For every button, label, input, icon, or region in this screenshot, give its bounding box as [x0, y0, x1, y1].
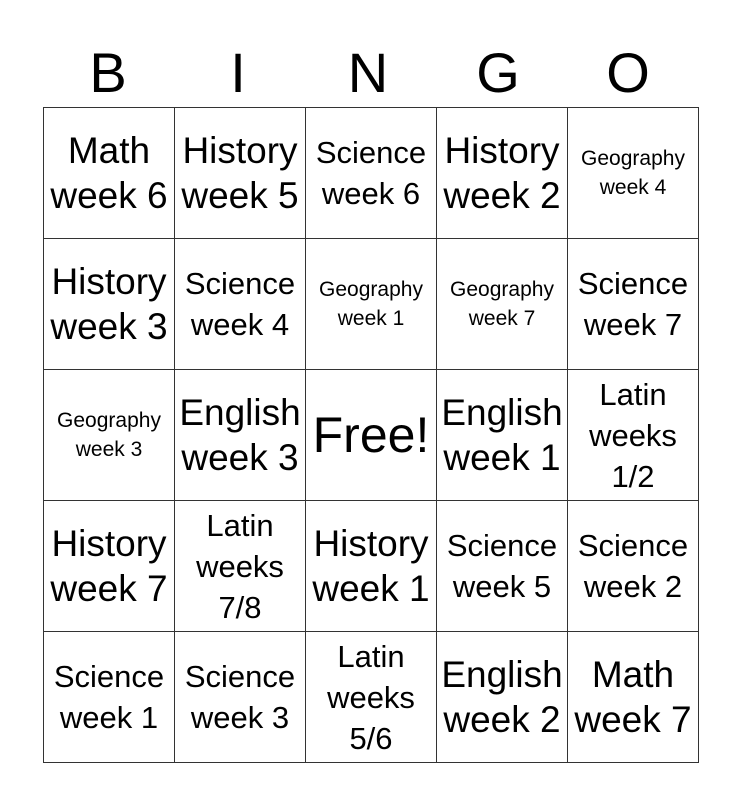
cell-content [44, 239, 174, 369]
cell-text-line: week 6 [321, 176, 421, 211]
cell-text-line: Geography [57, 409, 161, 432]
cell-text-line: week 4 [190, 307, 290, 342]
cell-content [175, 108, 305, 238]
cell-content [306, 108, 436, 238]
cell-text-line: Free! [312, 407, 430, 463]
bingo-cell[interactable] [568, 370, 699, 501]
cell-text-line: week 7 [574, 699, 692, 740]
bingo-cell[interactable] [568, 501, 699, 632]
bingo-cell[interactable] [437, 501, 568, 632]
bingo-cell[interactable] [175, 108, 306, 239]
cell-content [44, 632, 174, 762]
cell-text-line: Science [184, 266, 296, 301]
bingo-cell[interactable] [175, 239, 306, 370]
cell-content [175, 632, 305, 762]
cell-text-line: weeks [327, 679, 415, 715]
cell-text-line: week 1 [312, 568, 430, 609]
cell-text-line: Science [53, 659, 165, 694]
cell-text-line: week 7 [50, 568, 168, 609]
board-row [44, 370, 699, 501]
cell-text-line: week 2 [443, 699, 561, 740]
board-row [44, 501, 699, 632]
header-letter-b: B [89, 41, 127, 104]
cell-text-line: English [441, 392, 563, 433]
cell-content [568, 632, 698, 762]
cell-text-line: week 7 [468, 307, 536, 330]
cell-text-line: Latin [337, 638, 405, 674]
bingo-cell[interactable] [175, 632, 306, 763]
cell-content [568, 108, 698, 238]
cell-content [437, 501, 567, 631]
cell-content [306, 501, 436, 631]
cell-content [175, 239, 305, 369]
bingo-cell[interactable] [44, 501, 175, 632]
cell-text-line: Latin [206, 507, 274, 543]
bingo-cell[interactable] [437, 239, 568, 370]
cell-content [306, 632, 436, 762]
cell-text-line: English [179, 392, 301, 433]
cell-content [568, 501, 698, 631]
cell-text-line: History [313, 523, 429, 564]
bingo-cell[interactable] [44, 370, 175, 501]
cell-content [437, 239, 567, 369]
cell-text-line: History [51, 261, 167, 302]
bingo-cell[interactable] [306, 632, 437, 763]
cell-text-line: week 5 [181, 175, 299, 216]
bingo-header [43, 38, 693, 108]
bingo-cell[interactable] [568, 239, 699, 370]
cell-content [437, 108, 567, 238]
cell-text-line: English [441, 654, 563, 695]
cell-text-line: Geography [319, 278, 423, 301]
cell-text-line: week 1 [59, 700, 159, 735]
board-row [44, 239, 699, 370]
header-letter-o: O [606, 41, 650, 104]
bingo-cell[interactable] [437, 632, 568, 763]
bingo-cell[interactable] [306, 108, 437, 239]
bingo-cell[interactable] [437, 370, 568, 501]
cell-content [175, 370, 305, 500]
cell-text-line: History [444, 130, 560, 171]
cell-text-line: week 5 [452, 569, 552, 604]
cell-content [306, 239, 436, 369]
cell-content [437, 632, 567, 762]
header-letter-i: I [230, 41, 246, 104]
cell-text-line: 7/8 [218, 589, 262, 625]
bingo-cell[interactable] [568, 108, 699, 239]
cell-text-line: Science [184, 659, 296, 694]
bingo-cell[interactable] [44, 632, 175, 763]
bingo-board [43, 107, 699, 763]
cell-text-line: Math [591, 654, 675, 695]
bingo-cell[interactable] [44, 239, 175, 370]
cell-text-line: week 3 [50, 306, 168, 347]
cell-content [44, 370, 174, 500]
free-space-cell[interactable] [306, 370, 437, 501]
bingo-cell[interactable] [175, 370, 306, 501]
cell-text-line: week 6 [50, 175, 168, 216]
cell-text-line: week 1 [443, 437, 561, 478]
cell-text-line: Science [577, 266, 689, 301]
cell-content [568, 370, 698, 500]
cell-text-line: week 2 [583, 569, 683, 604]
cell-text-line: 5/6 [349, 720, 393, 756]
board-row [44, 632, 699, 763]
cell-text-line: week 3 [190, 700, 290, 735]
cell-text-line: Science [446, 528, 558, 563]
cell-text-line: 1/2 [611, 458, 655, 494]
board-row [44, 108, 699, 239]
cell-text-line: week 3 [181, 437, 299, 478]
cell-text-line: Geography [450, 278, 554, 301]
cell-content [568, 239, 698, 369]
cell-text-line: week 4 [599, 176, 667, 199]
cell-content [306, 370, 436, 500]
cell-text-line: History [182, 130, 298, 171]
cell-text-line: History [51, 523, 167, 564]
cell-text-line: weeks [196, 548, 284, 584]
cell-content [437, 370, 567, 500]
bingo-cell[interactable] [44, 108, 175, 239]
cell-text-line: week 2 [443, 175, 561, 216]
cell-text-line: Math [67, 130, 151, 171]
cell-text-line: weeks [589, 417, 677, 453]
cell-text-line: week 7 [583, 307, 683, 342]
bingo-cell[interactable] [306, 501, 437, 632]
cell-content [44, 108, 174, 238]
bingo-cell[interactable] [306, 239, 437, 370]
cell-content [175, 501, 305, 631]
cell-text-line: week 1 [337, 307, 405, 330]
header-letter-g: G [476, 41, 520, 104]
cell-text-line: Science [315, 135, 427, 170]
header-letter-n: N [347, 41, 389, 104]
cell-text-line: Latin [599, 376, 667, 412]
bingo-cell[interactable] [437, 108, 568, 239]
cell-text-line: Science [577, 528, 689, 563]
cell-text-line: week 3 [75, 438, 143, 461]
cell-text-line: Geography [581, 147, 685, 170]
bingo-cell[interactable] [568, 632, 699, 763]
bingo-cell[interactable] [175, 501, 306, 632]
cell-content [44, 501, 174, 631]
